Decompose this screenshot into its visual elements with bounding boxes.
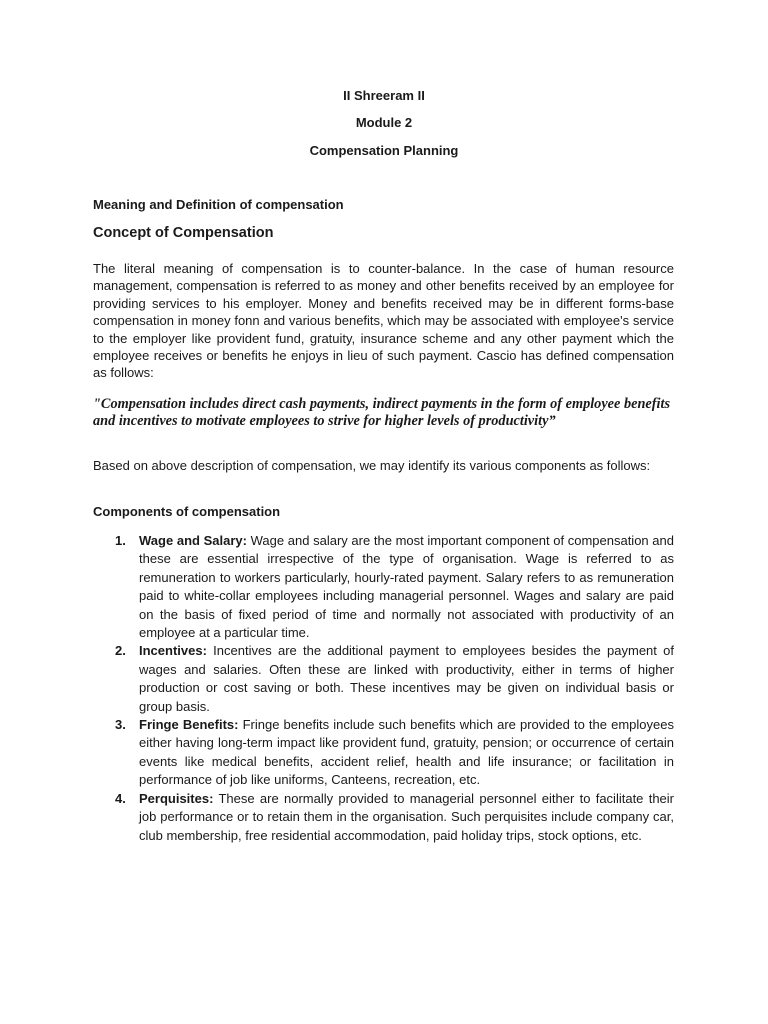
list-item — [93, 532, 674, 642]
components-heading: Components of compensation — [93, 504, 281, 519]
list-item-text: These are normally provided to managerial personnel either to facilitate their job performance or to retain them in the organisation. Such perquisites include company car, club membership, free residential accommodation, paid holiday trips, stock options, etc. — [139, 790, 674, 843]
header-invocation: II Shreeram II — [343, 88, 425, 103]
list-item-term: Wage and Salary: — [139, 533, 247, 548]
list-item-number: 3. — [115, 717, 126, 733]
list-item — [93, 716, 674, 790]
components-list — [93, 532, 674, 845]
list-item-term: Fringe Benefits: — [139, 717, 239, 733]
list-item-number: 4. — [115, 790, 126, 806]
list-item — [93, 642, 674, 716]
cascio-quote: "Compensation includes direct cash payments, indirect payments in the form of employee benefits and incentives to motivate employees to strive for higher levels of productivity” — [93, 396, 671, 429]
components-intro-paragraph: Based on above description of compensation, we may identify its various components as follows: — [93, 458, 651, 473]
list-item-text: Fringe benefits include such benefits which are provided to the employees either having long-term impact like provident fund, gratuity, pension; or occurrence of certain events like medical benefits, accident relief, health and life insurance; or facilitation in performance of job like uniforms, Canteens, recreation, etc. — [139, 717, 674, 788]
module-title: Module 2 — [355, 115, 413, 130]
list-item-number: 1. — [115, 533, 126, 548]
list-item-number: 2. — [115, 643, 126, 659]
meaning-heading: Meaning and Definition of compensation — [93, 197, 344, 212]
page-title: Compensation Planning — [309, 143, 459, 158]
list-item — [93, 790, 674, 845]
concept-paragraph: The literal meaning of compensation is to counter-balance. In the case of human resource management, compensation is referred to as money and other benefits received by an employee for providing services to his employer. Money and benefits received may be in different forms-base compensation in money fonn and various benefits, which may be associated with employee's service to the employer like provident fund, gratuity, insurance scheme and any other payment which the employee receives or benefits he enjoys in lieu of such payment. Cascio has defined compensation as follows: — [93, 261, 674, 381]
list-item-term: Perquisites: — [139, 790, 214, 806]
list-item-text: Wage and salary are the most important component of compensation and these are essential irrespective of the type of organisation. Wage is referred to as remuneration to workers particularly, hourly-rated payment. Salary refers to as remuneration paid to white-collar employees including managerial personnel. Wages and salary are paid on the basis of fixed period of time and normally not associated with productivity of an employee at a particular time. — [139, 533, 674, 641]
concept-heading: Concept of Compensation — [93, 225, 274, 241]
list-item-term: Incentives: — [139, 643, 207, 659]
list-item-text: Incentives are the additional payment to employees besides the payment of wages and salaries. Often these are linked with productivity, either in terms of higher production or cost saving or both. These incentives may be given on individual basis or group basis. — [139, 643, 674, 714]
